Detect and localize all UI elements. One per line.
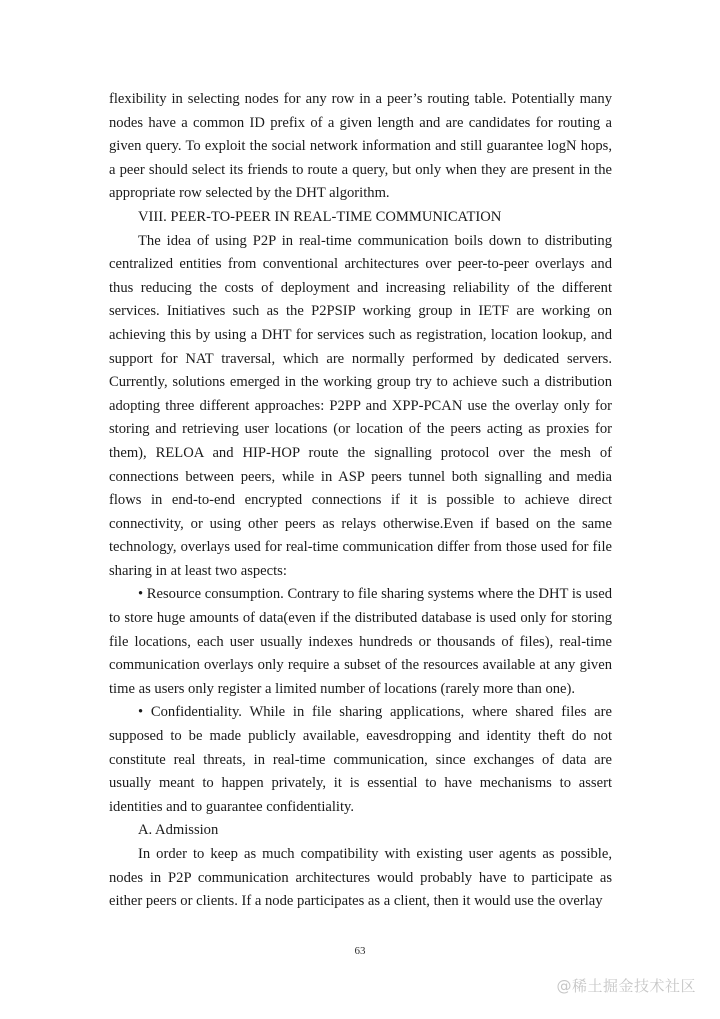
document-body	[109, 88, 612, 914]
paragraph-continued: flexibility in selecting nodes for any row in a peer’s routing table. Potentially many nodes have a common ID prefix of a given length and are candidates for routing a given query. To exploit the social network information and still guarantee logN hops, a peer should select its friends to route a query, but only when they are present in the appropriate row selected by the DHT algorithm.	[109, 91, 612, 202]
section-heading-viii: VIII. PEER-TO-PEER IN REAL-TIME COMMUNICATION	[138, 208, 502, 225]
bullet-resource-consumption: • Resource consumption. Contrary to file sharing systems where the DHT is used to store huge amounts of data(even if the distributed database is used only for storing file locations, each user usually indexes hundreds or thousands of files), real-time communication overlays only require a subset of the resources available at any given time as users only register a limited number of locations (rarely more than one).	[109, 586, 612, 697]
paragraph-intro: The idea of using P2P in real-time communication boils down to distributing centralized entities from conventional architectures over peer-to-peer overlays and thus reducing the costs of deployment and increasing reliability of the different services. Initiatives such as the P2PSIP working group in IETF are working on achieving this by using a DHT for services such as registration, location lookup, and support for NAT traversal, which are normally performed by dedicated servers. Currently, solutions emerged in the working group try to achieve such a distribution adopting three different approaches: P2PP and XPP-PCAN use the overlay only for storing and retrieving user locations (or location of the peers acting as proxies for them), RELOA and HIP-HOP route the signalling protocol over the mesh of connections between peers, while in ASP peers tunnel both signalling and media flows in end-to-end encrypted connections if it is possible to achieve direct connectivity, or using other peers as relays otherwise.Even if based on the same technology, overlays used for real-time communication differ from those used for file sharing in at least two aspects:	[109, 232, 612, 579]
subsection-heading-admission: A. Admission	[138, 822, 219, 839]
bullet-confidentiality: • Confidentiality. While in file sharing applications, where shared files are supposed to be made publicly available, eavesdropping and identity theft do not constitute real threats, in real-time communication, since exchanges of data are usually meant to happen privately, it is essential to have mechanisms to assert identities and to guarantee confidentiality.	[109, 704, 612, 815]
watermark: @稀土掘金技术社区	[556, 977, 696, 995]
paragraph-admission: In order to keep as much compatibility with existing user agents as possible, nodes in P2P communication architectures would probably have to participate as either peers or clients. If a node participates as a client, then it would use the overlay	[109, 846, 612, 910]
page-number: 63	[354, 945, 366, 957]
